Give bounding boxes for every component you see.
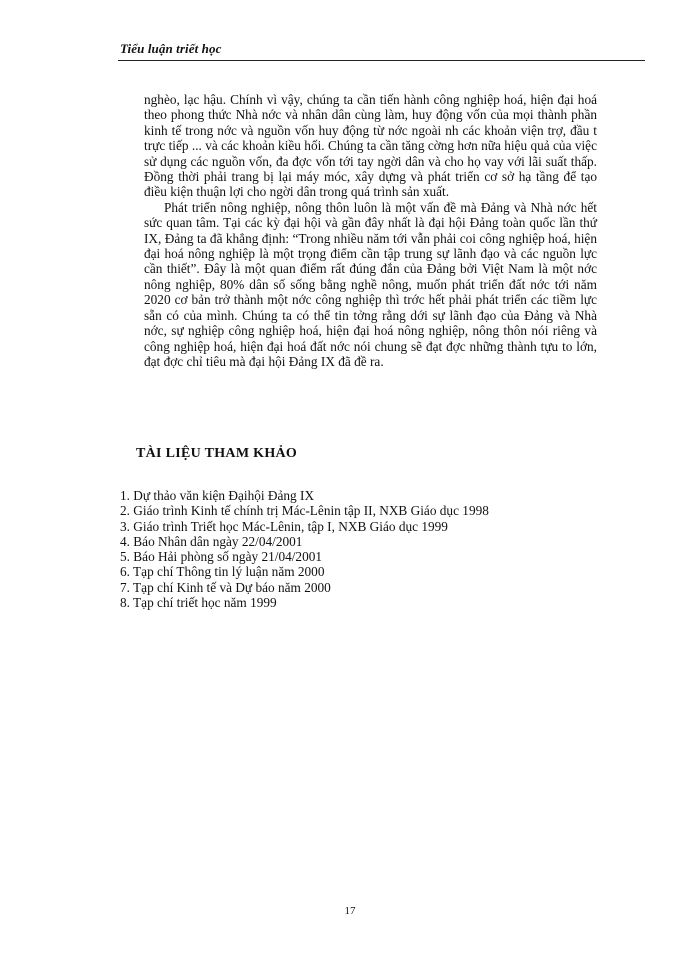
header-title: Tiểu luận triết học: [120, 41, 222, 56]
reference-item: 5. Báo Hải phòng số ngày 21/04/2001: [120, 549, 323, 565]
paragraph: nghèo, lạc hậu. Chính vì vậy, chúng ta cần tiến hành công nghiệp hoá, hiện đại hoá theo phong thức Nhà nớc và nhân dân cùng làm, huy động vốn của mọi thành phần kinh tế trong nớc và nguồn vốn huy động từ nớc ngoài nh các khoản viện trợ, đầu t trực tiếp ... và các khoản kiều hối. Chúng ta cần tăng cờng hơn nữa hiệu quả của việc sử dụng các nguồn vốn, đa đợc vốn tới tay ngời dân và cho họ vay với lãi suất thấp. Đồng thời phải trang bị lại máy móc, xây dựng và phát triển cơ sở hạ tầng để tạo điều kiện thuận lợi cho ngời dân trong quá trình sản xuất.: [144, 92, 597, 200]
references-title: TÀI LIỆU THAM KHẢO: [136, 446, 298, 461]
reference-item: 7. Tạp chí Kinh tế và Dự báo năm 2000: [120, 579, 331, 595]
reference-item: 1. Dự thảo văn kiện Đạihội Đảng IX: [120, 488, 315, 503]
page-header: [118, 38, 645, 61]
reference-item: 2. Giáo trình Kinh tế chính trị Mác-Lênin tập II, NXB Giáo dục 1998: [120, 503, 489, 519]
reference-item: 3. Giáo trình Triết học Mác-Lênin, tập I, NXB Giáo dục 1999: [120, 518, 448, 534]
body-text: [144, 92, 597, 369]
references-list: [120, 488, 489, 610]
page-number: 17: [344, 905, 356, 917]
reference-item: 6. Tạp chí Thông tin lý luận năm 2000: [120, 564, 325, 580]
reference-item: 4. Báo Nhân dân ngày 22/04/2001: [120, 533, 303, 549]
reference-item: 8. Tạp chí triết học năm 1999: [120, 595, 277, 611]
paragraph: Phát triển nông nghiệp, nông thôn luôn là một vấn đề mà Đảng và Nhà nớc hết sức quan tâm. Tại các kỳ đại hội và gần đây nhất là đại hội Đảng toàn quốc lần thứ IX, Đảng ta đã khẳng định: “Trong nhiều năm tới vẫn phải coi công nghiệp hoá, hiện đại hoá nông nghiệp là một trọng điểm cần tập trung sự lãnh đạo và các nguồn lực cần thiết”. Đây là một quan điểm rất đúng đắn của Đảng bởi Việt Nam là một nớc nông nghiệp, 80% dân số sống bằng nghề nông, muốn phát triển đất nớc tới năm 2020 cơ bản trở thành một nớc công nghiệp thì trớc hết phải phát triển các tiềm lực sẵn có của mình. Chúng ta có thể tin tởng rằng dới sự lãnh đạo của Đảng và Nhà nớc, sự nghiệp công nghiệp hoá, hiện đại hoá nông nghiệp, nông thôn nói riêng và công nghiệp hoá, hiện đại hoá đất nớc nói chung sẽ đạt đợc những thành tựu to lớn, đạt đợc chỉ tiêu mà đại hội Đảng IX đã đề ra.: [144, 199, 597, 369]
